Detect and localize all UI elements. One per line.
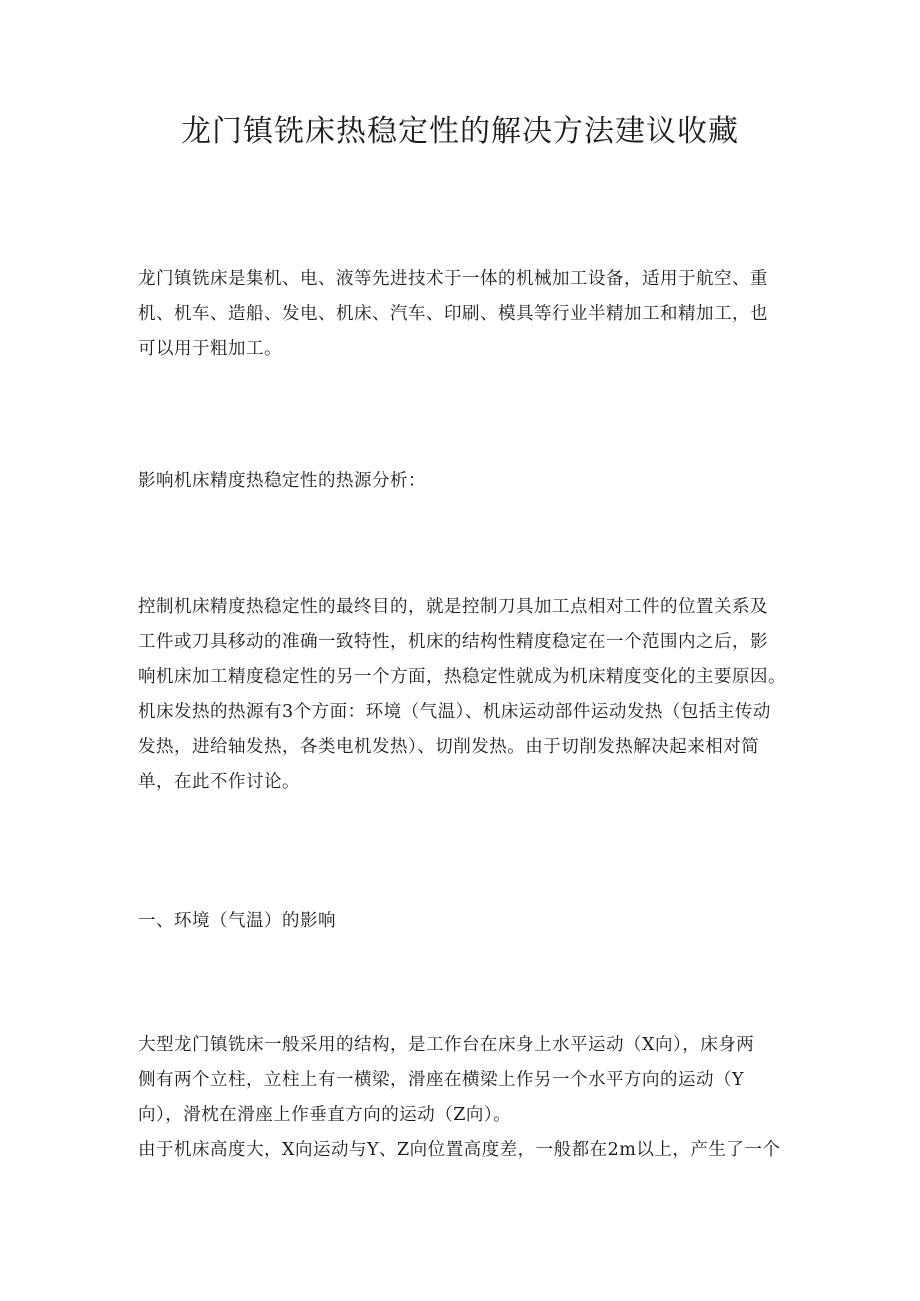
paragraph-line: 向），滑枕在滑座上作垂直方向的运动（Z向）。 <box>138 1105 512 1125</box>
paragraph-line: 可以用于粗加工。 <box>138 339 282 359</box>
paragraph-structure <box>138 1028 786 1168</box>
paragraph-line: 单，在此不作讨论。 <box>138 772 300 792</box>
paragraph-line: 工件或刀具移动的准确一致特性，机床的结构性精度稳定在一个范围内之后，影 <box>138 632 768 652</box>
paragraph-thermal-stability <box>138 590 786 800</box>
paragraph-line: 控制机床精度热稳定性的最终目的，就是控制刀具加工点相对工件的位置关系及 <box>138 597 768 617</box>
paragraph-intro <box>138 262 786 367</box>
paragraph-line: 影响机床精度热稳定性的热源分析： <box>138 471 426 491</box>
document-title: 龙门镇铣床热稳定性的解决方法建议收藏 <box>181 114 739 149</box>
paragraph-heat-source-heading <box>138 464 786 499</box>
section-heading-environment <box>138 904 786 939</box>
paragraph-line: 龙门镇铣床是集机、电、液等先进技术于一体的机械加工设备，适用于航空、重 <box>138 269 768 289</box>
paragraph-line: 机、机车、造船、发电、机床、汽车、印刷、模具等行业半精加工和精加工，也 <box>138 304 768 324</box>
paragraph-line: 由于机床高度大，X向运动与Y、Z向位置高度差，一般都在2m以上，产生了一个 <box>138 1140 781 1160</box>
paragraph-line: 机床发热的热源有3个方面：环境（气温）、机床运动部件运动发热（包括主传动 <box>138 702 771 722</box>
paragraph-line: 响机床加工精度稳定性的另一个方面，热稳定性就成为机床精度变化的主要原因。 <box>138 667 786 687</box>
paragraph-line: 发热，进给轴发热，各类电机发热）、切削发热。由于切削发热解决起来相对简 <box>138 737 760 757</box>
paragraph-line: 一、环境（气温）的影响 <box>138 911 336 931</box>
paragraph-line: 大型龙门镇铣床一般采用的结构，是工作台在床身上水平运动（X向），床身两 <box>138 1035 755 1055</box>
paragraph-line: 侧有两个立柱，立柱上有一横梁，滑座在横梁上作另一个水平方向的运动（Y <box>138 1070 745 1090</box>
